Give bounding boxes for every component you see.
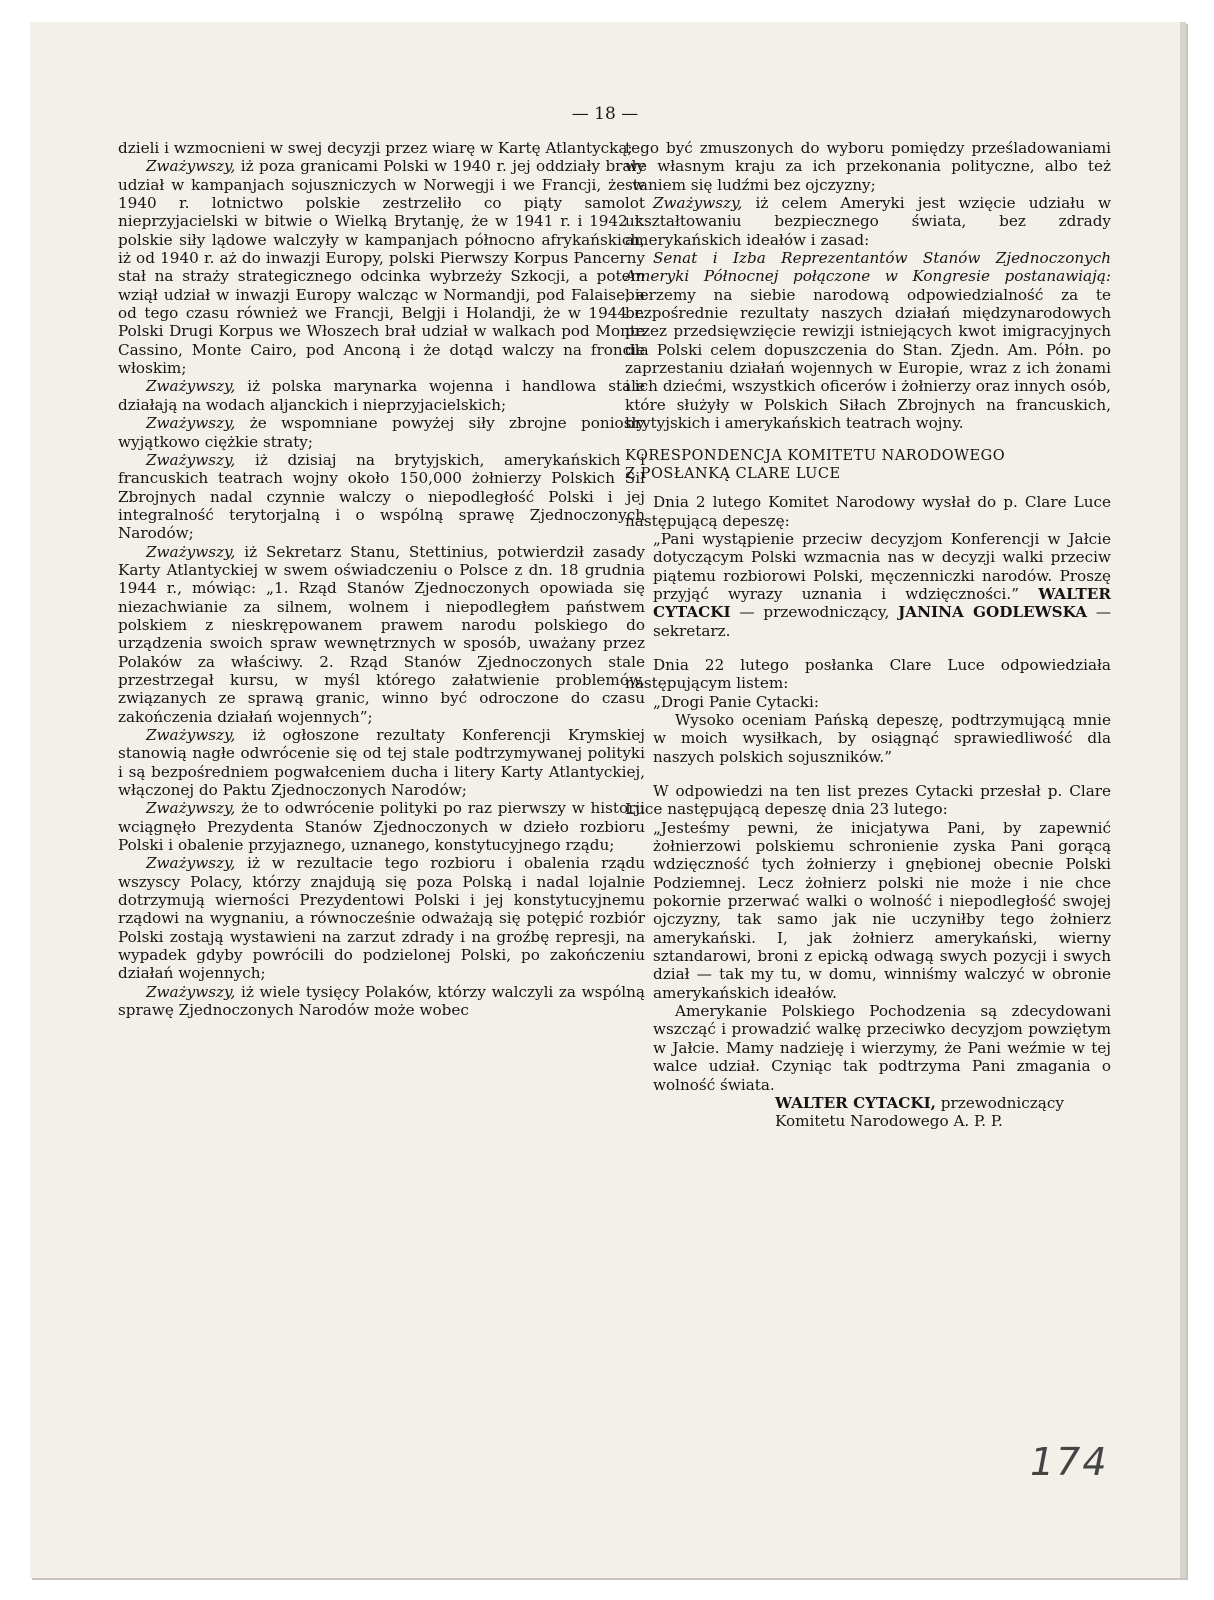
paragraph: Zważywszy, iż poza granicami Polski w 1940 r. jej oddziały brały udział w kampanjach sojuszniczych w Norwegji i we Francji, że w 1940 r. lotnictwo polskie zestrzeliło co piąty samolot nieprzyjacielski w bitwie o Wielką Brytanję, że w 1941 r. i 1942 r. polskie siły lądowe walczyły w kampanjach północno afrykańskich, iż od 1940 r. aż do inwazji Europy, polski Pierwszy Korpus Pancerny stał na straży strategicznego odcinka wybrzeży Szkocji, a potem wziął udział w inwazji Europy walcząc w Normandji, pod Falaise, a od tego czasu również we Francji, Belgji i Holandji, że w 1944 r. Polski Drugi Korpus we Włoszech brał udział w walkach pod Monte Cassino, Monte Cairo, pod Anconą i że dotąd walczy na froncie włoskim; <box>118 157 645 378</box>
paragraph: tego być zmuszonych do wyboru pomiędzy prześladowaniami we własnym kraju za ich przekonania polityczne, albo też staniem się ludźmi bez ojczyzny; <box>625 139 1111 194</box>
left-column <box>118 139 645 1020</box>
paragraph: Dnia 2 lutego Komitet Narodowy wysłał do p. Clare Luce następującą depeszę: <box>625 493 1111 530</box>
quoted-telegram: „Jesteśmy pewni, że inicjatywa Pani, by zapewnić żołnierzowi polskiemu schronienie zyska Pani gorącą wdzięczność tych żołnierzy i gnębionej obecnie Polski Podziemnej. Lecz żołnierz polski nie może i nie chce pokornie przerwać walki o wolność i niepodległość swojej ojczyzny, tak samo jak nie uczyniłby tego żołnierz amerykański. I, jak żołnierz amerykański, wierny sztandarowi, broni z epicką odwagą swych pozycji i swych dział — tak my tu, w domu, winniśmy walczyć w obronie amerykańskich ideałów. <box>653 818 1111 1002</box>
paragraph: Zważywszy, że to odwrócenie polityki po raz pierwszy w historji wciągnęło Prezydenta Stanów Zjednoczonych w dzieło rozbioru Polski i obalenie przyjaznego, uznanego, konstytucyjnego rządu; <box>118 799 645 855</box>
handwritten-folio-number: 174 <box>1030 1440 1109 1484</box>
paragraph: Zważywszy, iż w rezultacie tego rozbioru i obalenia rządu wszyscy Polacy, którzy znajdują się poza Polską i nadal lojalnie dotrzymują wierności Prezydentowi Polski i jej konstytucyjnemu rządowi na wygnaniu, a równocześnie odważają się potępić rozbiór Polski zostają wystawieni na zarzut zdrady i na groźbę represji, na wypadek gdyby powrócili do podzielonej Polski, po zakończeniu działań wojennych; <box>118 854 645 983</box>
signature: WALTER CYTACKI, przewodniczący Komitetu Narodowego A. P. P. <box>775 1093 1064 1131</box>
paragraph: Zważywszy, iż dzisiaj na brytyjskich, amerykańskich i francuskich teatrach wojny około 150,000 żołnierzy Polskich Sił Zbrojnych nadal czynnie walczy o niepodległość Polski i jej integralność terytorjalną i o wspólną sprawę Zjednoczonych Narodów; <box>118 450 645 543</box>
document-page <box>30 22 1186 1578</box>
section-heading: KORESPONDENCJA KOMITETU NARODOWEGO Z POSŁANKĄ CLARE LUCE <box>625 447 1006 482</box>
paragraph: Dnia 22 lutego posłanka Clare Luce odpowiedziała następującym listem: <box>625 655 1111 693</box>
quoted-telegram: „Pani wystąpienie przeciw decyzjom Konferencji w Jałcie dotyczącym Polski wzmacnia nas w decyzji walki przeciw piątemu rozbiorowi Polski, męczenniczki narodów. Proszę przyjąć wyrazy uznania i wdzięczności.” WALTER CYTACKI — przewodniczący, JANINA GODLEWSKA — sekretarz. <box>653 529 1112 640</box>
quoted-letter: Wysoko oceniam Pańską depeszę, podtrzymującą mnie w moich wysiłkach, by osiągnąć sprawiedliwość dla naszych polskich sojuszników.” <box>653 710 1111 766</box>
paragraph: Zważywszy, iż polska marynarka wojenna i handlowa stale działają na wodach aljanckich i nieprzyjacielskich; <box>118 377 645 414</box>
paragraph: Zważywszy, iż ogłoszone rezultaty Konferencji Krymskiej stanowią nagłe odwrócenie się od tej stale podtrzymywanej polityki i są bezpośredniem pogwałceniem ducha i litery Karty Atlantyckiej, włączonej do Paktu Zjednoczonych Narodów; <box>118 726 645 800</box>
paragraph: Zważywszy, że wspomniane powyżej siły zbrojne poniosły wyjątkowo ciężkie straty; <box>118 414 645 451</box>
quoted-telegram: Amerykanie Polskiego Pochodzenia są zdecydowani wszcząć i prowadzić walkę przeciwko decyzjom powziętym w Jałcie. Mamy nadzieję i wierzymy, że Pani weźmie w tej walce udział. Czyniąc tak podtrzyma Pani zmagania o wolność świata. <box>653 1002 1111 1094</box>
right-column <box>625 139 1111 1131</box>
paragraph: Zważywszy, iż Sekretarz Stanu, Stettinius, potwierdził zasady Karty Atlantyckiej w swem oświadczeniu o Polsce z dn. 18 grudnia 1944 r., mówiąc: „1. Rząd Stanów Zjednoczonych opowiada się niezachwianie za silnem, wolnem i niepodległem państwem polskiem z nieskrępowanem prawem narodu polskiego do urządzenia swoich spraw wewnętrznych w sposób, uważany przez Polaków za właściwy. 2. Rząd Stanów Zjednoczonych stale przestrzegał kursu, w myśl którego załatwienie problemów, związanych ze sprawą granic, winno być odroczone do czasu zakończenia działań wojennych”; <box>118 542 645 726</box>
paragraph: W odpowiedzi na ten list prezes Cytacki przesłał p. Clare Luce następującą depeszę dnia 23 lutego: <box>625 782 1111 819</box>
page-number: — 18 — <box>571 104 639 124</box>
paragraph: dzieli i wzmocnieni w swej decyzji przez wiarę w Kartę Atlantycką; <box>118 139 633 157</box>
letter-salutation: „Drogi Panie Cytacki: <box>653 692 819 711</box>
paragraph: Zważywszy, iż celem Ameryki jest wzięcie udziału w ukształtowaniu bezpiecznego świata, bez zdrady amerykańskich ideałów i zasad: <box>625 194 1111 249</box>
resolution-paragraph: Senat i Izba Reprezentantów Stanów Zjednoczonych Ameryki Północnej połączone w Kongresie postanawiają: bierzemy na siebie narodową odpowiedzialność za te bezpośrednie rezultaty naszych działań międzynarodowych przez przedsięwzięcie rewizji istniejących kwot imigracyjnych dla Polski celem dopuszczenia do Stan. Zjedn. Am. Półn. po zaprzestaniu działań wojennych w Europie, wraz z ich żonami i ich dziećmi, wszystkich oficerów i żołnierzy oraz innych osób, które służyły w Polskich Siłach Zbrojnych na francuskich, brytyjskich i amerykańskich teatrach wojny. <box>625 249 1111 433</box>
paragraph: Zważywszy, iż wiele tysięcy Polaków, którzy walczyli za wspólną sprawę Zjednoczonych Narodów może wobec <box>118 982 645 1020</box>
